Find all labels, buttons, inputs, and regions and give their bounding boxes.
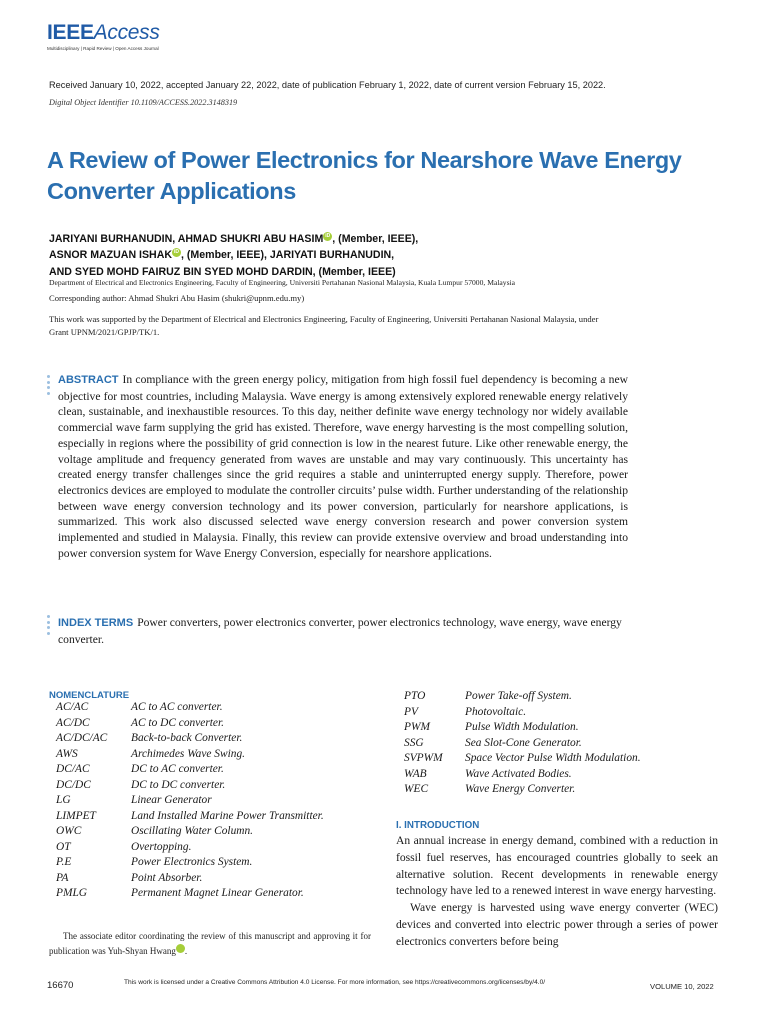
journal-tagline: Multidisciplinary | Rapid Review | Open Access Journal bbox=[47, 46, 159, 51]
nomenclature-definition: Back-to-back Converter. bbox=[131, 732, 243, 744]
nomenclature-entry bbox=[56, 700, 324, 716]
nomenclature-entry bbox=[56, 871, 324, 887]
nomenclature-entry bbox=[56, 716, 324, 732]
author-line-2 bbox=[49, 247, 649, 263]
nomenclature-definition: DC to DC converter. bbox=[131, 778, 226, 791]
nomenclature-definition: Power Electronics System. bbox=[131, 856, 253, 868]
nomenclature-list-right bbox=[404, 689, 641, 798]
nomenclature-abbr: WEC bbox=[404, 783, 429, 795]
page-number: 16670 bbox=[47, 980, 74, 991]
received-dates: Received January 10, 2022, accepted January 22, 2022, date of publication February 1, 2022, date of current version February 15, 2022. bbox=[49, 80, 606, 90]
nomenclature-entry bbox=[404, 705, 641, 721]
index-terms-label: INDEX TERMS bbox=[58, 617, 134, 629]
nomenclature-definition: Wave Activated Bodies. bbox=[465, 767, 572, 780]
article-title: A Review of Power Electronics for Nearshore Wave Energy Converter Applications bbox=[47, 147, 682, 204]
journal-name-light: Access bbox=[93, 21, 160, 44]
journal-name-bold: IEEE bbox=[47, 21, 94, 44]
volume-info: VOLUME 10, 2022 bbox=[650, 982, 714, 991]
abstract bbox=[58, 372, 628, 561]
abstract-marker-icon bbox=[47, 375, 51, 397]
orcid-icon[interactable]: iD bbox=[174, 249, 180, 256]
nomenclature-abbr: DC/DC bbox=[56, 778, 91, 791]
nomenclature-entry bbox=[56, 731, 324, 747]
affiliation: Department of Electrical and Electronics Engineering, Faculty of Engineering, Universiti Pertahanan Nasional Malaysia, Kuala Lumpur 57000, Malaysia bbox=[49, 278, 516, 287]
nomenclature-abbr: OT bbox=[56, 840, 71, 853]
nomenclature-abbr: DC/AC bbox=[56, 763, 90, 775]
nomenclature-entry bbox=[56, 840, 324, 856]
nomenclature-abbr: SSG bbox=[404, 736, 424, 749]
nomenclature-definition: Wave Energy Converter. bbox=[465, 783, 576, 795]
author-suffix-2: , (Member, IEEE), JARIYATI BURHANUDIN, bbox=[181, 249, 395, 262]
nomenclature-entry bbox=[404, 782, 641, 798]
index-terms bbox=[58, 615, 628, 647]
nomenclature-abbr: AC/AC bbox=[56, 701, 89, 713]
nomenclature-definition: Land Installed Marine Power Transmitter. bbox=[131, 809, 324, 822]
journal-name bbox=[47, 22, 160, 44]
nomenclature-abbr: PMLG bbox=[56, 887, 88, 899]
editor-note bbox=[49, 929, 371, 959]
nomenclature-definition: AC to DC converter. bbox=[131, 716, 225, 729]
nomenclature-definition: Linear Generator bbox=[131, 794, 212, 806]
orcid-icon[interactable]: iD bbox=[176, 944, 185, 953]
introduction-body bbox=[396, 833, 718, 951]
orcid-icon[interactable]: iD bbox=[325, 233, 331, 239]
nomenclature-entry bbox=[404, 720, 641, 736]
nomenclature-abbr: SVPWM bbox=[404, 752, 443, 764]
nomenclature-abbr: PWM bbox=[404, 721, 430, 733]
license-notice[interactable]: This work is licensed under a Creative Commons Attribution 4.0 License. For more information, see https://creativecommons.org/licenses/by/4.0/ bbox=[124, 979, 546, 986]
nomenclature-definition: AC to AC converter. bbox=[131, 701, 223, 713]
nomenclature-entry bbox=[56, 886, 324, 902]
nomenclature-abbr: PA bbox=[56, 871, 69, 884]
nomenclature-definition: Power Take-off System. bbox=[465, 690, 572, 702]
nomenclature-entry bbox=[404, 736, 641, 752]
author-list bbox=[49, 231, 649, 280]
nomenclature-abbr: PV bbox=[404, 705, 418, 718]
nomenclature-entry bbox=[56, 778, 324, 794]
nomenclature-abbr: AWS bbox=[56, 747, 78, 760]
nomenclature-definition: Point Absorber. bbox=[131, 871, 203, 884]
nomenclature-entry bbox=[404, 767, 641, 783]
nomenclature-abbr: LG bbox=[56, 794, 71, 806]
nomenclature-abbr: AC/DC bbox=[56, 716, 90, 729]
author-names-1: JARIYANI BURHANUDIN, AHMAD SHUKRI ABU HASIM bbox=[49, 233, 324, 245]
nomenclature-definition: Overtopping. bbox=[131, 840, 192, 853]
author-line-3: AND SYED MOHD FAIRUZ BIN SYED MOHD DARDIN, (Member, IEEE) bbox=[49, 265, 396, 278]
nomenclature-list-left bbox=[56, 700, 324, 902]
nomenclature-abbr: WAB bbox=[404, 767, 427, 780]
funding-statement: This work was supported by the Department of Electrical and Electronics Engineering, Faculty of Engineering, Universiti Pertahanan Nasional Malaysia, under Grant UPNM/2021/GPJP/TK/1. bbox=[49, 314, 599, 337]
editor-note-end: . bbox=[184, 946, 188, 956]
index-terms-marker-icon bbox=[47, 615, 51, 637]
nomenclature-definition: Permanent Magnet Linear Generator. bbox=[131, 887, 304, 899]
nomenclature-definition: Sea Slot-Cone Generator. bbox=[465, 736, 582, 749]
nomenclature-abbr: OWC bbox=[56, 825, 82, 837]
editor-note-text: The associate editor coordinating the review of this manuscript and approving it for publication was Yuh-Shyan Hwang bbox=[49, 931, 371, 956]
nomenclature-abbr: AC/DC/AC bbox=[56, 732, 108, 744]
nomenclature-entry bbox=[56, 793, 324, 809]
nomenclature-entry bbox=[56, 809, 324, 825]
journal-logo bbox=[47, 22, 160, 51]
nomenclature-entry bbox=[404, 689, 641, 705]
corresponding-author: Corresponding author: Ahmad Shukri Abu Hasim (shukri@upnm.edu.my) bbox=[49, 293, 305, 303]
nomenclature-abbr: P.E bbox=[56, 856, 72, 868]
abstract-label: ABSTRACT bbox=[58, 374, 119, 386]
nomenclature-definition: Oscillating Water Column. bbox=[131, 825, 254, 837]
nomenclature-entry bbox=[56, 747, 324, 763]
nomenclature-definition: DC to AC converter. bbox=[131, 763, 224, 775]
nomenclature-definition: Pulse Width Modulation. bbox=[465, 721, 579, 733]
author-names-2: ASNOR MAZUAN ISHAK bbox=[49, 249, 173, 262]
nomenclature-entry bbox=[56, 762, 324, 778]
nomenclature-definition: Photovoltaic. bbox=[465, 705, 527, 718]
index-terms-text: Power converters, power electronics converter, power electronics technology, wave energy, wave energy converter. bbox=[58, 616, 622, 646]
nomenclature-abbr: PTO bbox=[404, 690, 426, 702]
intro-paragraph-1: An annual increase in energy demand, combined with a reduction in fossil fuel reserves, has encouraged countries globally to seek an alternative solution. Recent developments in renewable energy technology have led to a renewed interest in wave energy harvesting. bbox=[396, 834, 718, 898]
nomenclature-entry bbox=[56, 824, 324, 840]
nomenclature-heading: NOMENCLATURE bbox=[49, 690, 130, 701]
author-line-1 bbox=[49, 231, 649, 247]
nomenclature-abbr: LIMPET bbox=[56, 809, 96, 822]
intro-paragraph-2: Wave energy is harvested using wave energy converter (WEC) devices and converted into electric power through a series of power electronics converters before being bbox=[396, 901, 718, 948]
nomenclature-entry bbox=[56, 855, 324, 871]
doi-line: Digital Object Identifier 10.1109/ACCESS.2022.3148319 bbox=[49, 98, 238, 107]
nomenclature-entry bbox=[404, 751, 641, 767]
nomenclature-definition: Space Vector Pulse Width Modulation. bbox=[465, 752, 641, 764]
nomenclature-definition: Archimedes Wave Swing. bbox=[131, 747, 245, 760]
author-suffix-1: , (Member, IEEE), bbox=[332, 233, 419, 245]
abstract-text: In compliance with the green energy policy, mitigation from high fossil fuel dependency is becoming a new objective for most countries, including Malaysia. Wave energy is among extensively explored renewable energy relatively clean, sustainable, and inexhaustible resources. To this day, neither definite wave energy technology nor widely available commercial wave farm supplying the grid has existed. Therefore, wave energy harvesting is the most compelling solution, especially in regions where the possibility of grid connection is low in the nearest future. Like other renewable energy, the voltage amplitude and frequency generated from waves are unstable and may vary continuously. This uncertainty has created energy transfer challenges since the grid requires a stable and uninterrupted energy supply. Therefore, power electronics devices are employed to modulate the controller circuits’ pulse width. Further understanding of the relationship between wave energy conversion technology and its power conversion, particularly for nearshore applications, is summarized. This work also discussed selected wave energy conversion research and power conversion system implemented and studied in Malaysia. Finally, this review can provide extensive overview and broad understanding into power conversion system for Wave Energy Conversion, especially for nearshore applications. bbox=[58, 373, 628, 560]
introduction-heading: I. INTRODUCTION bbox=[396, 820, 480, 831]
